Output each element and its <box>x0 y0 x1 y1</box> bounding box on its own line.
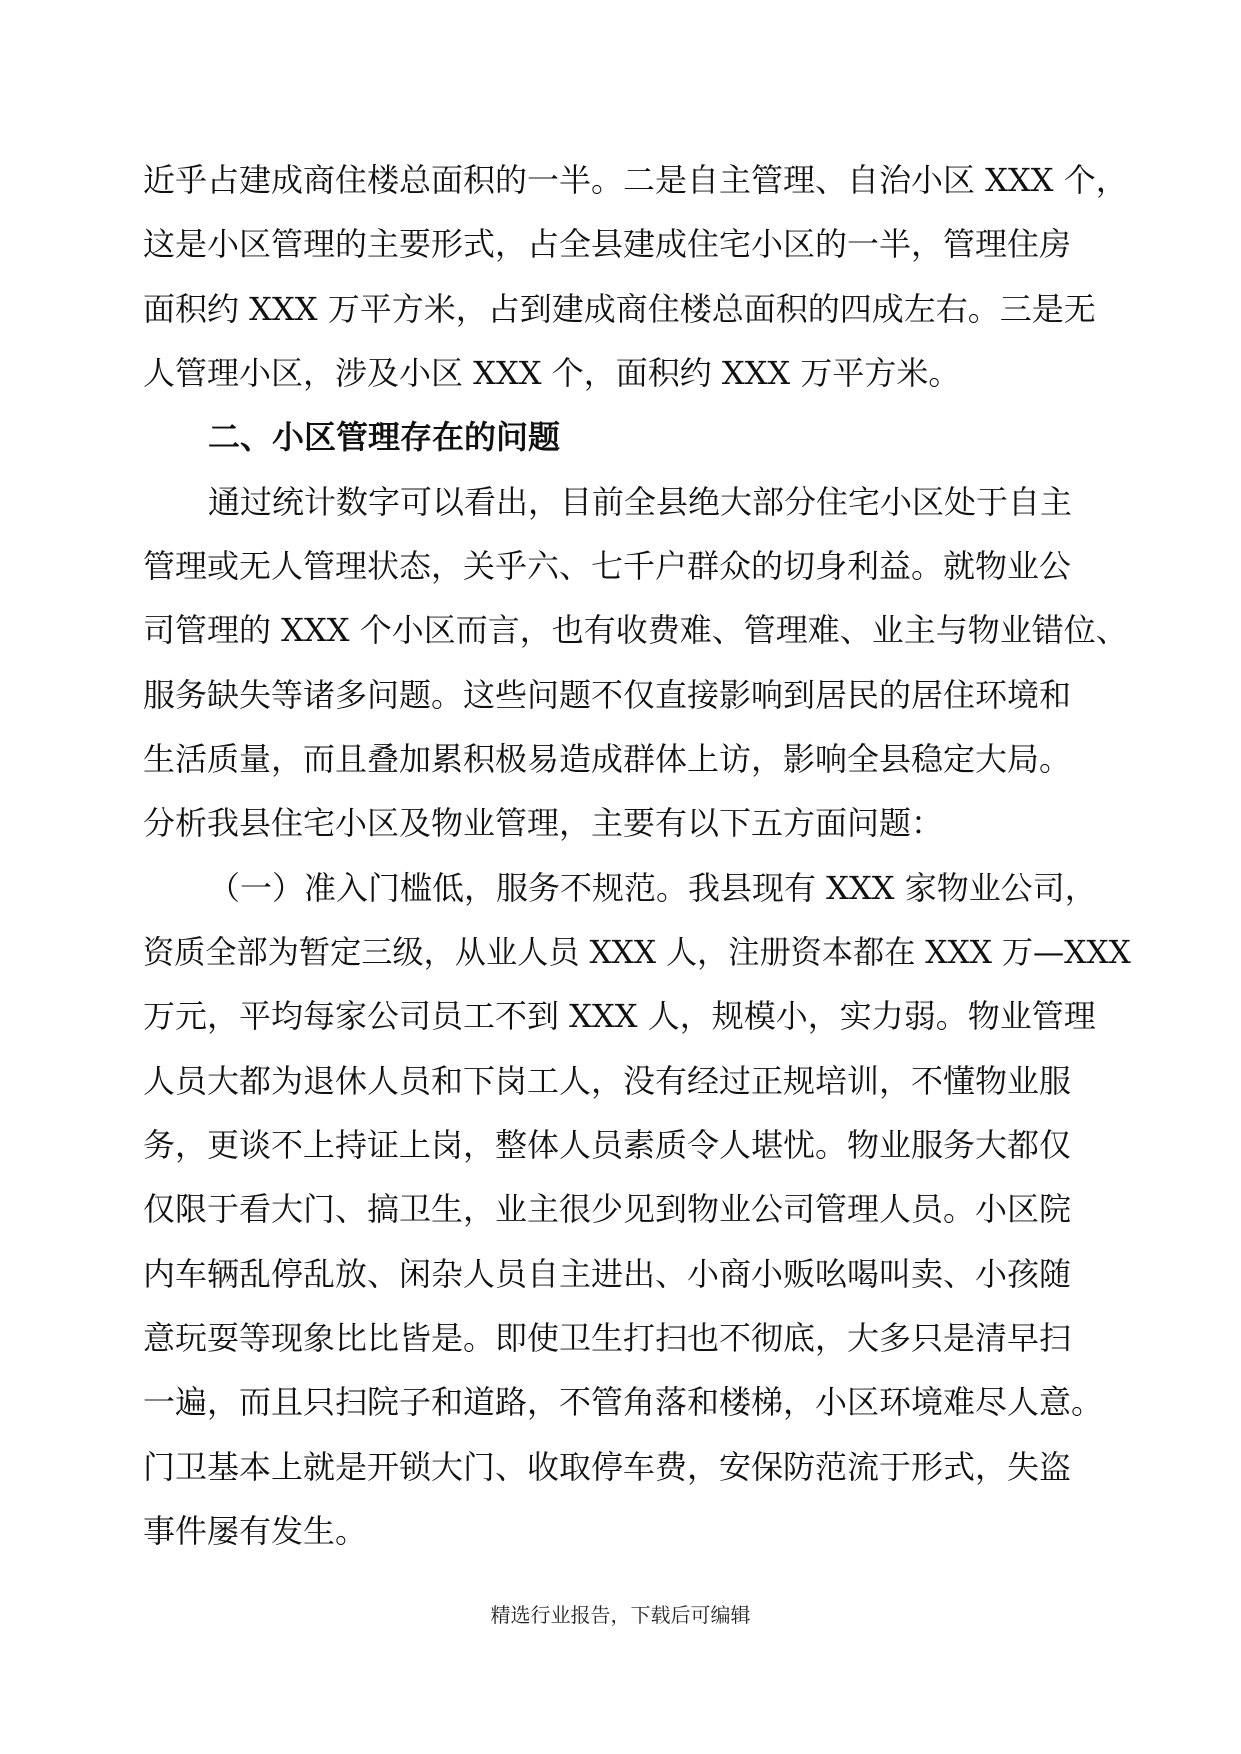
section-heading: 二、小区管理存在的问题 <box>208 418 561 456</box>
paragraph2-line-11: 事件屡有发生。 <box>143 1512 368 1550</box>
page-footer: 精选行业报告，下载后可编辑 <box>490 1603 751 1627</box>
paragraph2-line-6: 仅限于看大门、搞卫生，业主很少见到物业公司管理人员。小区院 <box>143 1190 1072 1228</box>
paragraph2-line-7: 内车辆乱停乱放、闲杂人员自主进出、小商小贩吆喝叫卖、小孩随 <box>143 1255 1072 1293</box>
intro-line-4: 人管理小区，涉及小区 XXX 个，面积约 XXX 万平方米。 <box>143 354 961 392</box>
paragraph2-line-4: 人员大都为退休人员和下岗工人，没有经过正规培训，不懂物业服 <box>143 1062 1072 1100</box>
intro-line-1: 近乎占建成商住楼总面积的一半。二是自主管理、自治小区 XXX 个， <box>143 161 1128 199</box>
paragraph1-line-4: 服务缺失等诸多问题。这些问题不仅直接影响到居民的居住环境和 <box>143 676 1072 714</box>
paragraph1-line-3: 司管理的 XXX 个小区而言，也有收费难、管理难、业主与物业错位、 <box>143 611 1128 649</box>
paragraph2-line-9: 一遍，而且只扫院子和道路，不管角落和楼梯，小区环境难尽人意。 <box>143 1383 1104 1421</box>
paragraph1-line-6: 分析我县住宅小区及物业管理，主要有以下五方面问题： <box>143 804 944 842</box>
paragraph2-line-2: 资质全部为暂定三级，从业人员 XXX 人，注册资本都在 XXX 万—XXX <box>143 933 1131 971</box>
paragraph1-line-1: 通过统计数字可以看出，目前全县绝大部分住宅小区处于自主 <box>208 483 1073 521</box>
paragraph1-line-2: 管理或无人管理状态，关乎六、七千户群众的切身利益。就物业公 <box>143 547 1072 585</box>
paragraph2-line-3: 万元，平均每家公司员工不到 XXX 人，规模小，实力弱。物业管理 <box>143 997 1096 1035</box>
intro-line-3: 面积约 XXX 万平方米，占到建成商住楼总面积的四成左右。三是无 <box>143 290 1096 328</box>
paragraph2-line-5: 务，更谈不上持证上岗，整体人员素质令人堪忧。物业服务大都仅 <box>143 1126 1072 1164</box>
paragraph2-line-1: （一）准入门槛低，服务不规范。我县现有 XXX 家物业公司， <box>208 869 1097 907</box>
intro-line-2: 这是小区管理的主要形式，占全县建成住宅小区的一半，管理住房 <box>143 225 1072 263</box>
paragraph2-line-8: 意玩耍等现象比比皆是。即使卫生打扫也不彻底，大多只是清早扫 <box>143 1319 1072 1357</box>
paragraph1-line-5: 生活质量，而且叠加累积极易造成群体上访，影响全县稳定大局。 <box>143 740 1072 778</box>
paragraph2-line-10: 门卫基本上就是开锁大门、收取停车费，安保防范流于形式，失盗 <box>143 1448 1072 1486</box>
